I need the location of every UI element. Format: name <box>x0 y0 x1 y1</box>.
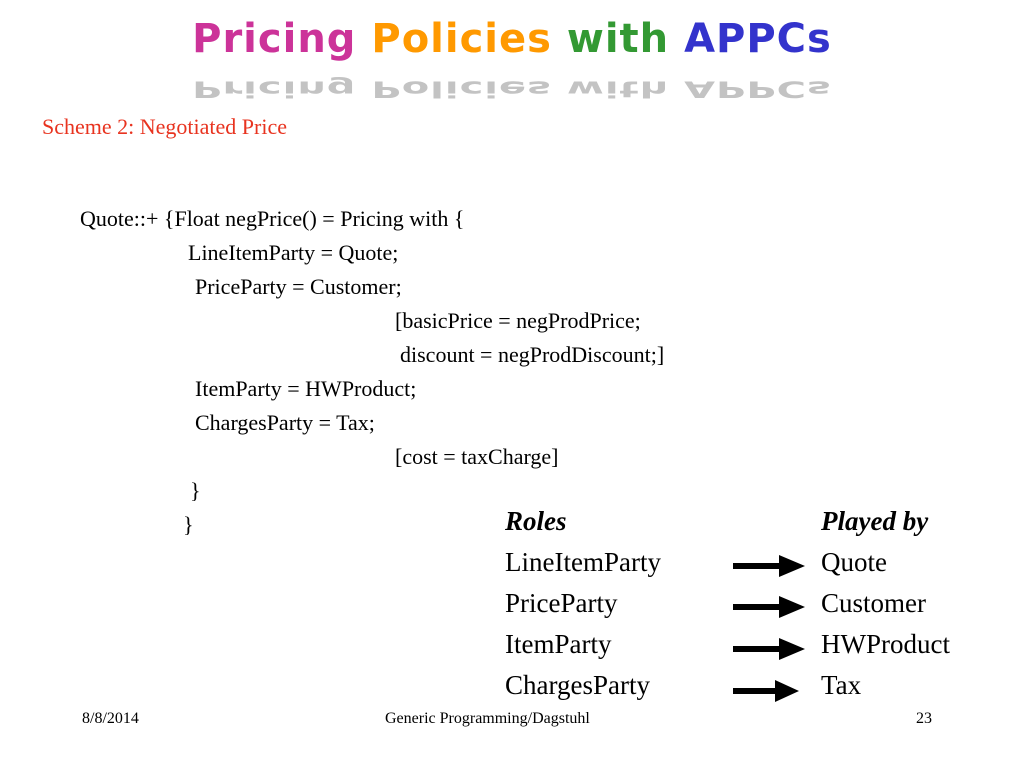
right-arrow-icon <box>733 554 805 578</box>
role-cell: PriceParty <box>505 588 618 618</box>
title-word-3: with <box>566 16 670 62</box>
right-arrow-icon <box>733 595 805 619</box>
played-by-cell: Quote <box>821 547 887 577</box>
played-by-cell: HWProduct <box>821 629 950 659</box>
slide-subtitle: Scheme 2: Negotiated Price <box>42 114 287 139</box>
right-arrow-icon <box>733 637 805 661</box>
code-line: Quote::+ {Float negPrice() = Pricing with { <box>80 206 465 231</box>
title-word-4: APPCs <box>684 16 832 62</box>
role-cell: ItemParty <box>505 629 612 659</box>
title-reflection <box>0 76 1024 101</box>
code-line: discount = negProdDiscount;] <box>400 342 665 367</box>
title-reflection-word-3: with <box>566 76 670 102</box>
played-by-cell: Tax <box>821 670 862 700</box>
right-arrow-icon <box>733 679 805 703</box>
title-reflection-word-4: APPCs <box>684 76 832 102</box>
code-line: [basicPrice = negProdPrice; <box>395 308 641 333</box>
role-cell: ChargesParty <box>505 670 650 700</box>
title-word-2: Policies <box>371 16 552 62</box>
role-cell: LineItemParty <box>505 547 661 577</box>
footer-date: 8/8/2014 <box>82 710 139 727</box>
slide-title <box>0 16 1024 62</box>
code-line: } <box>183 512 194 537</box>
code-line: PriceParty = Customer; <box>195 274 402 299</box>
played-by-cell: Customer <box>821 588 926 618</box>
title-area <box>0 8 1024 102</box>
played-by-header: Played by <box>821 506 929 536</box>
title-word-1: Pricing <box>192 16 357 62</box>
roles-header: Roles <box>505 506 567 536</box>
code-line: ChargesParty = Tax; <box>195 410 375 435</box>
title-reflection-word-2: Policies <box>371 76 552 102</box>
code-line: } <box>190 478 201 503</box>
footer-center-text: Generic Programming/Dagstuhl <box>385 710 590 727</box>
code-line: [cost = taxCharge] <box>395 444 559 469</box>
code-line: ItemParty = HWProduct; <box>195 376 417 401</box>
code-line: LineItemParty = Quote; <box>188 240 399 265</box>
page-number: 23 <box>916 710 932 727</box>
title-reflection-word-1: Pricing <box>192 76 357 102</box>
